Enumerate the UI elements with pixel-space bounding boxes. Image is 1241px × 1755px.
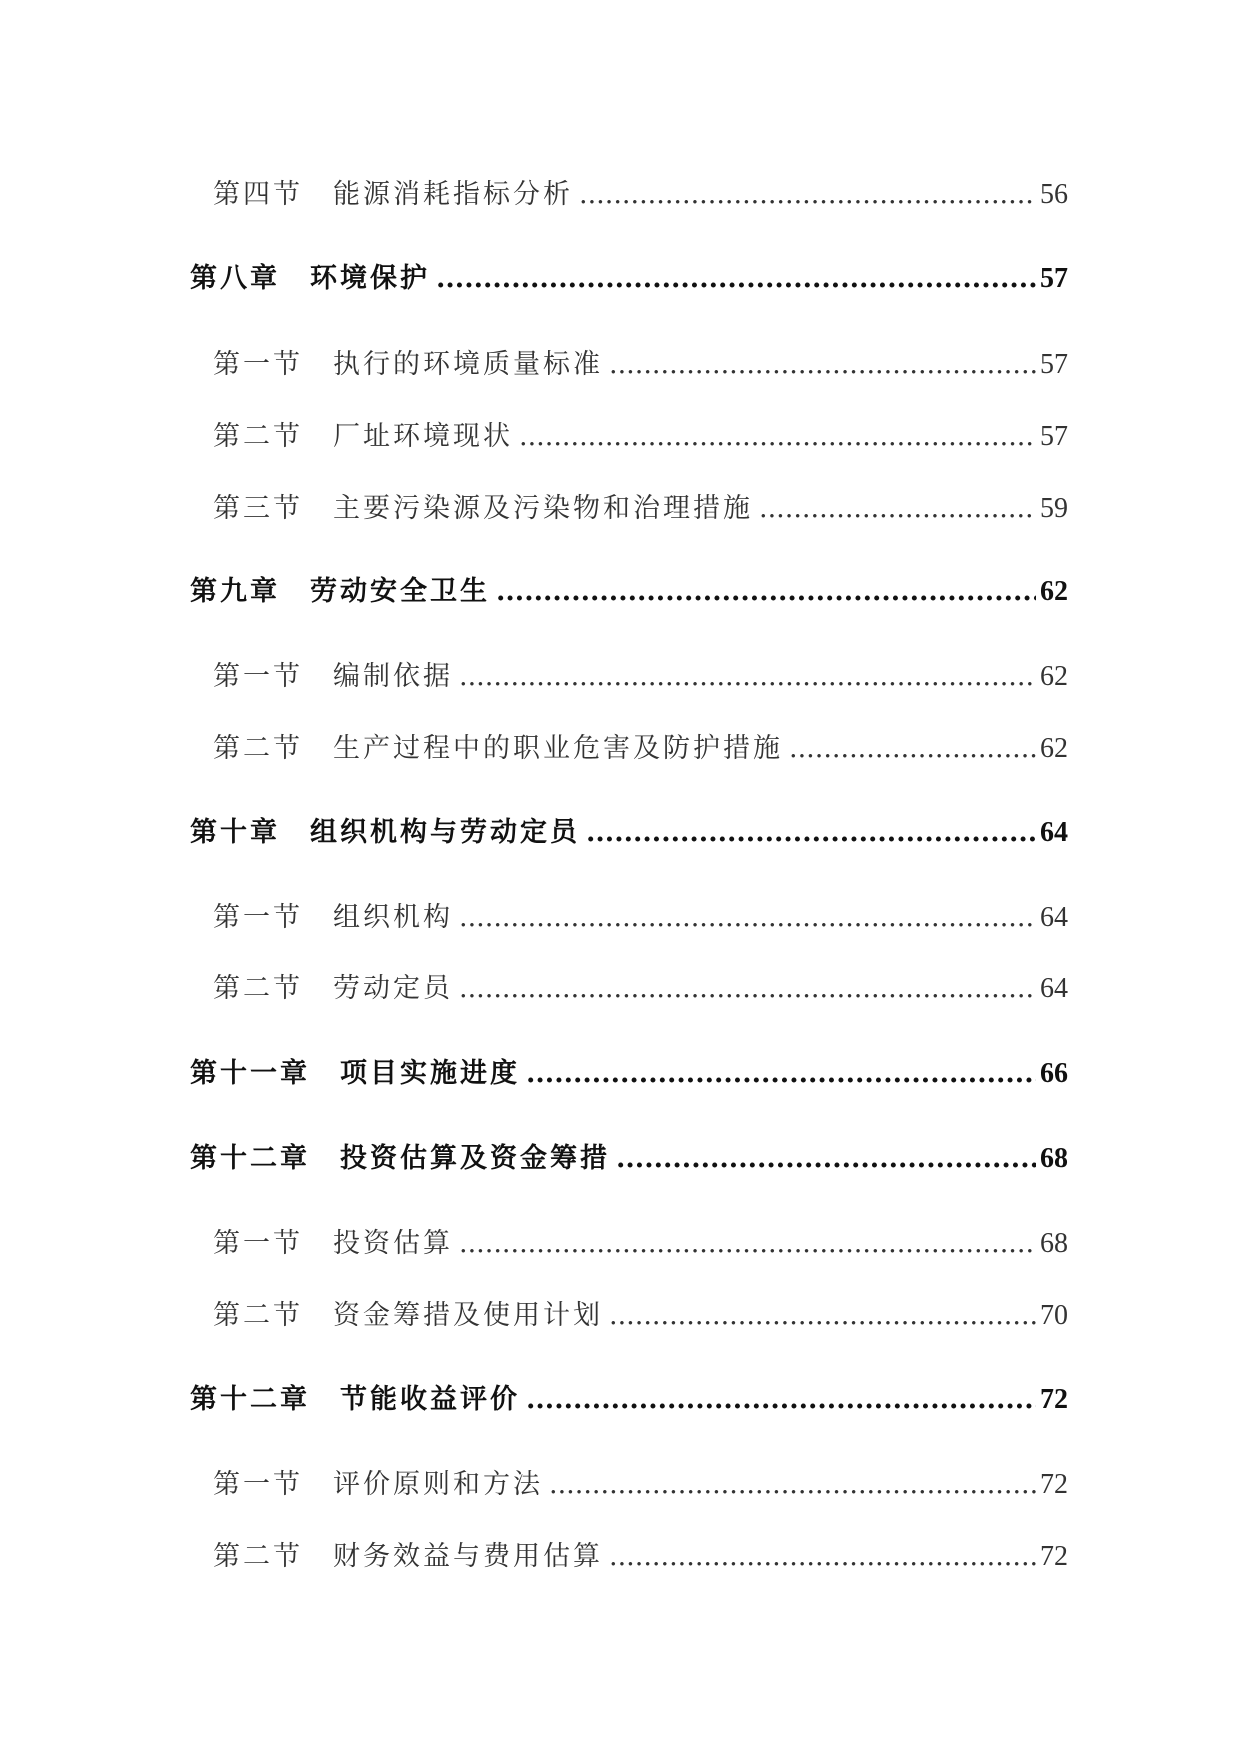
entry-number: 第十一章 — [190, 1058, 310, 1089]
dot-leader — [459, 969, 1036, 1009]
entry-title: 资金筹措及使用计划 — [333, 1300, 603, 1331]
entry-number: 第十二章 — [190, 1143, 310, 1174]
toc-entry-section[interactable] — [213, 417, 1068, 457]
entry-page-number: 68 — [1040, 1228, 1068, 1259]
toc-entry-section[interactable] — [213, 729, 1068, 769]
entry-title: 主要污染源及污染物和治理措施 — [333, 493, 753, 524]
entry-page-number: 57 — [1040, 421, 1068, 452]
entry-title: 劳动安全卫生 — [310, 576, 490, 607]
entry-page-number: 57 — [1040, 263, 1068, 294]
dot-leader — [616, 1139, 1036, 1179]
toc-entry-section[interactable] — [213, 969, 1068, 1009]
entry-title: 厂址环境现状 — [333, 421, 513, 452]
entry-number: 第八章 — [190, 263, 280, 294]
dot-leader — [609, 1296, 1036, 1336]
entry-number: 第一节 — [213, 1228, 303, 1259]
entry-title: 环境保护 — [310, 263, 430, 294]
entry-number: 第一节 — [213, 1469, 303, 1500]
dot-leader — [526, 1380, 1036, 1420]
toc-entry-chapter[interactable] — [190, 813, 1068, 853]
entry-title: 编制依据 — [333, 661, 453, 692]
entry-number: 第二节 — [213, 421, 303, 452]
dot-leader — [459, 657, 1036, 697]
entry-page-number: 72 — [1040, 1384, 1068, 1415]
dot-leader — [789, 729, 1036, 769]
entry-page-number: 72 — [1040, 1541, 1068, 1572]
toc-entry-chapter[interactable] — [190, 1380, 1068, 1420]
entry-number: 第二节 — [213, 973, 303, 1004]
dot-leader — [549, 1465, 1036, 1505]
toc-entry-section[interactable] — [213, 1296, 1068, 1336]
entry-title: 组织机构 — [333, 902, 453, 933]
entry-number: 第一节 — [213, 661, 303, 692]
dot-leader — [459, 1224, 1036, 1264]
entry-title: 执行的环境质量标准 — [333, 349, 603, 380]
dot-leader — [586, 813, 1036, 853]
toc-entry-section[interactable] — [213, 657, 1068, 697]
dot-leader — [759, 489, 1036, 529]
entry-title: 财务效益与费用估算 — [333, 1541, 603, 1572]
entry-page-number: 64 — [1040, 902, 1068, 933]
entry-title: 节能收益评价 — [340, 1384, 520, 1415]
entry-page-number: 59 — [1040, 493, 1068, 524]
entry-title: 能源消耗指标分析 — [333, 179, 573, 210]
toc-entry-section[interactable] — [213, 898, 1068, 938]
dot-leader — [609, 345, 1036, 385]
entry-title: 项目实施进度 — [340, 1058, 520, 1089]
toc-entry-section[interactable] — [213, 1537, 1068, 1577]
entry-title: 生产过程中的职业危害及防护措施 — [333, 733, 783, 764]
toc-entry-section[interactable] — [213, 489, 1068, 529]
entry-page-number: 68 — [1040, 1143, 1068, 1174]
dot-leader — [436, 259, 1036, 299]
entry-page-number: 64 — [1040, 973, 1068, 1004]
entry-page-number: 57 — [1040, 349, 1068, 380]
toc-entry-chapter[interactable] — [190, 259, 1068, 299]
entry-page-number: 62 — [1040, 733, 1068, 764]
entry-number: 第二节 — [213, 1300, 303, 1331]
entry-page-number: 70 — [1040, 1300, 1068, 1331]
entry-title: 投资估算 — [333, 1228, 453, 1259]
entry-title: 评价原则和方法 — [333, 1469, 543, 1500]
entry-number: 第九章 — [190, 576, 280, 607]
entry-title: 组织机构与劳动定员 — [310, 817, 580, 848]
entry-number: 第十二章 — [190, 1384, 310, 1415]
entry-number: 第二节 — [213, 733, 303, 764]
dot-leader — [459, 898, 1036, 938]
toc-entry-chapter[interactable] — [190, 572, 1068, 612]
entry-page-number: 66 — [1040, 1058, 1068, 1089]
entry-number: 第二节 — [213, 1541, 303, 1572]
dot-leader — [519, 417, 1036, 457]
entry-title: 投资估算及资金筹措 — [340, 1143, 610, 1174]
toc-entry-section[interactable] — [213, 345, 1068, 385]
entry-number: 第三节 — [213, 493, 303, 524]
dot-leader — [579, 175, 1036, 215]
toc-entry-section[interactable] — [213, 175, 1068, 215]
entry-number: 第一节 — [213, 902, 303, 933]
dot-leader — [496, 572, 1036, 612]
dot-leader — [609, 1537, 1036, 1577]
toc-entry-chapter[interactable] — [190, 1139, 1068, 1179]
entry-number: 第一节 — [213, 349, 303, 380]
dot-leader — [526, 1054, 1036, 1094]
entry-page-number: 62 — [1040, 576, 1068, 607]
entry-page-number: 64 — [1040, 817, 1068, 848]
entry-title: 劳动定员 — [333, 973, 453, 1004]
entry-page-number: 62 — [1040, 661, 1068, 692]
toc-entry-chapter[interactable] — [190, 1054, 1068, 1094]
toc-entry-section[interactable] — [213, 1224, 1068, 1264]
entry-number: 第十章 — [190, 817, 280, 848]
entry-number: 第四节 — [213, 179, 303, 210]
entry-page-number: 56 — [1040, 179, 1068, 210]
entry-page-number: 72 — [1040, 1469, 1068, 1500]
toc-entry-section[interactable] — [213, 1465, 1068, 1505]
